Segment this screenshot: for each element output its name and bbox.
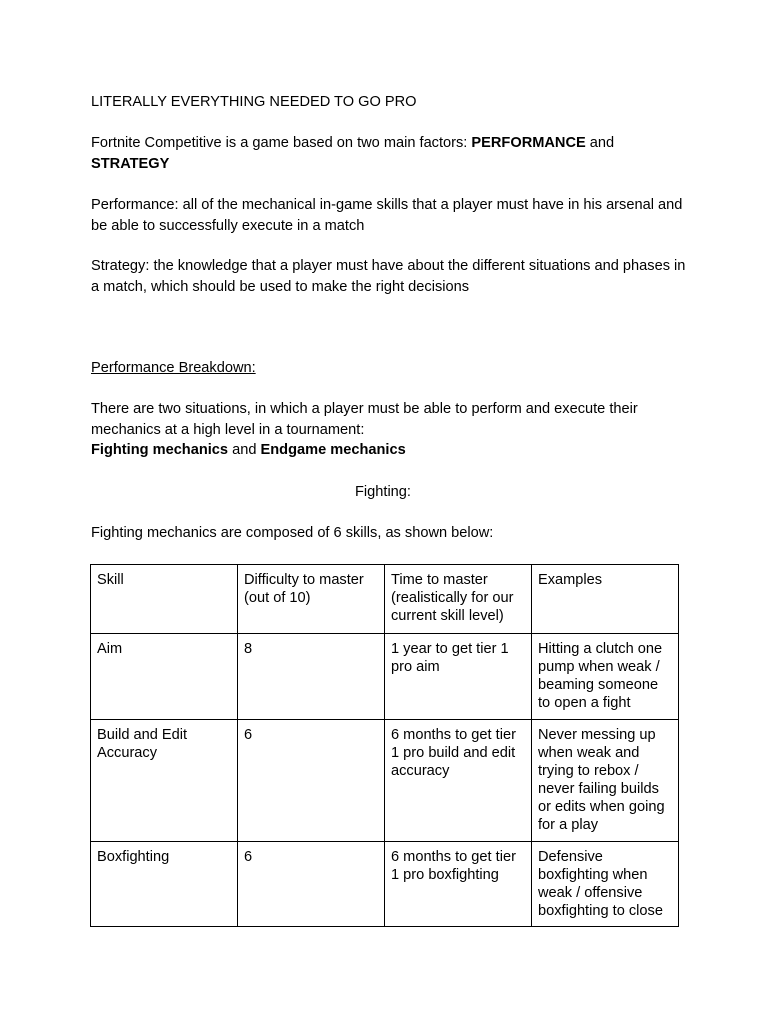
intro-performance-bold: PERFORMANCE (471, 135, 586, 151)
table-row (91, 842, 679, 927)
performance-breakdown-heading: Performance Breakdown: (91, 360, 256, 376)
cell-difficulty: 6 (238, 720, 385, 842)
cell-time: 6 months to get tier 1 pro build and edit accuracy (385, 720, 532, 842)
intro-text: Fortnite Competitive is a game based on two main factors: (91, 135, 472, 151)
skills-table (90, 564, 679, 927)
cell-examples: Hitting a clutch one pump when weak / beaming someone to open a fight (532, 634, 679, 720)
fighting-heading: Fighting: (355, 484, 411, 500)
fighting-mechanics-bold: Fighting mechanics (91, 442, 229, 458)
cell-difficulty: 6 (238, 842, 385, 927)
performance-definition: Performance: all of the mechanical in-game skills that a player must have in his arsenal and be able to successfully execute in a match (91, 197, 683, 234)
cell-skill: Build and Edit Accuracy (91, 720, 238, 842)
strategy-definition: Strategy: the knowledge that a player must have about the different situations and phases in a match, which should be used to make the right decisions (91, 258, 686, 295)
endgame-mechanics-bold: Endgame mechanics (260, 442, 406, 458)
cell-time: 6 months to get tier 1 pro boxfighting (385, 842, 532, 927)
intro-paragraph (91, 133, 691, 174)
table-row (91, 634, 679, 720)
cell-skill: Aim (91, 634, 238, 720)
cell-examples: Defensive boxfighting when weak / offensive boxfighting to close (532, 842, 679, 927)
header-examples: Examples (532, 565, 679, 634)
mechanics-joiner: and (228, 442, 261, 458)
table-row (91, 720, 679, 842)
cell-skill: Boxfighting (91, 842, 238, 927)
cell-examples: Never messing up when weak and trying to rebox / never failing builds or edits when going for a play (532, 720, 679, 842)
table-header-row (91, 565, 679, 634)
intro-and: and (585, 135, 615, 151)
fighting-intro: Fighting mechanics are composed of 6 skills, as shown below: (91, 525, 494, 541)
header-skill: Skill (91, 565, 238, 634)
document-title: LITERALLY EVERYTHING NEEDED TO GO PRO (91, 94, 417, 110)
header-time: Time to master (realistically for our current skill level) (385, 565, 532, 634)
cell-time: 1 year to get tier 1 pro aim (385, 634, 532, 720)
performance-breakdown-text: There are two situations, in which a player must be able to perform and execute their mechanics at a high level in a tournament: (91, 401, 638, 438)
performance-breakdown-paragraph (91, 399, 691, 461)
header-difficulty: Difficulty to master (out of 10) (238, 565, 385, 634)
cell-difficulty: 8 (238, 634, 385, 720)
intro-strategy-bold: STRATEGY (91, 155, 170, 172)
